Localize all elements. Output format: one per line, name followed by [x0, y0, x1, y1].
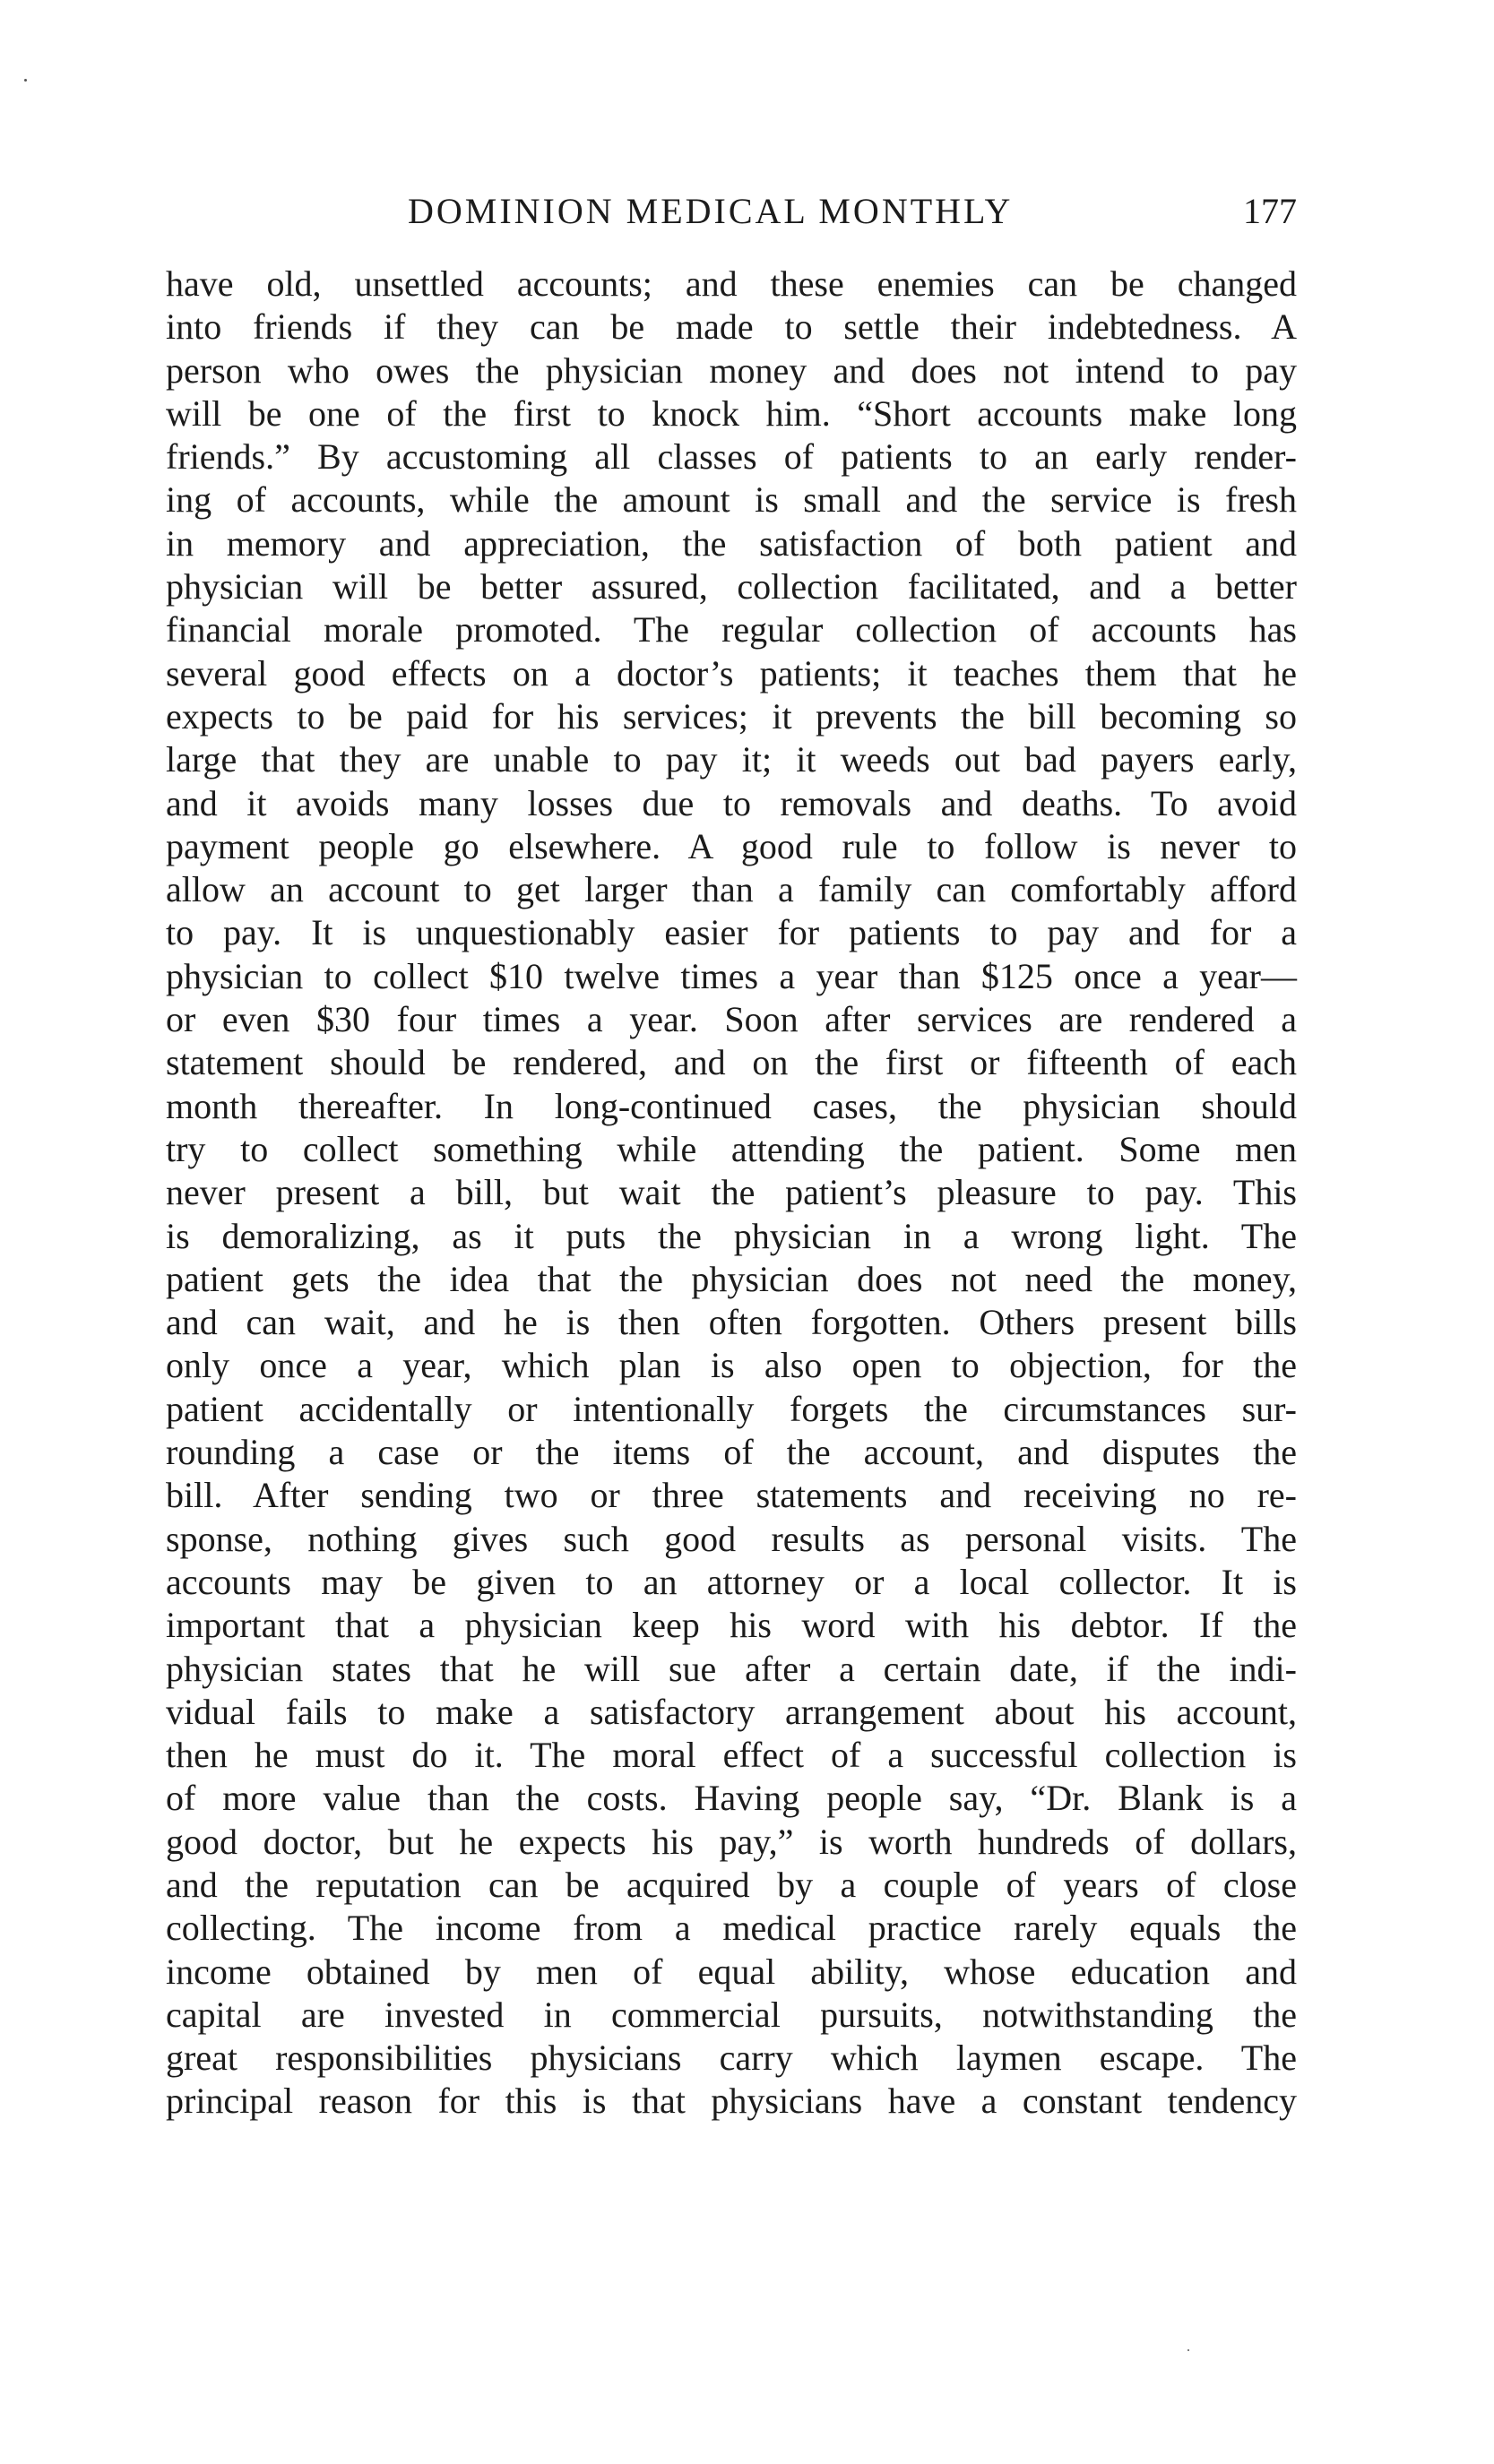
text-line: have old, unsettled accounts; and these enemies can be changed [166, 263, 1297, 304]
text-line: month thereafter. In long-continued cases, the physician should [166, 1085, 1297, 1126]
text-line: great responsibilities physicians carry which laymen escape. The [166, 2038, 1297, 2079]
text-line: physician will be better assured, collection facilitated, and a better [166, 566, 1297, 607]
text-line: financial morale promoted. The regular collection of accounts has [166, 609, 1297, 650]
text-line: physician to collect $10 twelve times a year than $125 once a year— [166, 955, 1297, 996]
page-number: 177 [1243, 191, 1297, 231]
text-line: large that they are unable to pay it; it weeds out bad payers early, [166, 739, 1297, 780]
text-line: and it avoids many losses due to removals and deaths. To avoid [166, 782, 1297, 823]
text-line: and the reputation can be acquired by a couple of years of close [166, 1864, 1297, 1905]
text-line: capital are invested in commercial pursuits, notwithstanding the [166, 1994, 1297, 2035]
text-line: several good effects on a doctor’s patients; it teaches them that he [166, 652, 1297, 694]
text-line: bill. After sending two or three statements and receiving no re- [166, 1475, 1297, 1516]
text-line: to pay. It is unquestionably easier for patients to pay and for a [166, 912, 1297, 953]
text-line: collecting. The income from a medical practice rarely equals the [166, 1908, 1297, 1949]
text-line: principal reason for this is that physicians have a constant tendency [166, 2081, 1297, 2122]
text-line: of more value than the costs. Having people say, “Dr. Blank is a [166, 1778, 1297, 1819]
text-line: sponse, nothing gives such good results as personal visits. The [166, 1518, 1297, 1559]
text-line: and can wait, and he is then often forgotten. Others present bills [166, 1302, 1297, 1343]
journal-title: DOMINION MEDICAL MONTHLY [408, 191, 1014, 231]
text-line: is demoralizing, as it puts the physician in a wrong light. The [166, 1215, 1297, 1256]
text-line: patient gets the idea that the physician does not need the money, [166, 1258, 1297, 1299]
text-line: person who owes the physician money and does not intend to pay [166, 349, 1297, 391]
text-line: then he must do it. The moral effect of a successful collection is [166, 1735, 1297, 1776]
text-line: into friends if they can be made to settle their indebtedness. A [166, 306, 1297, 348]
text-line: try to collect something while attending the patient. Some men [166, 1128, 1297, 1169]
text-line: rounding a case or the items of the account, and disputes the [166, 1432, 1297, 1473]
body-paragraph [166, 263, 1297, 2124]
text-line: income obtained by men of equal ability, whose education and [166, 1951, 1297, 1992]
text-line: payment people go elsewhere. A good rule to follow is never to [166, 825, 1297, 866]
text-line: expects to be paid for his services; it prevents the bill becoming so [166, 695, 1297, 737]
text-line: only once a year, which plan is also open to objection, for the [166, 1345, 1297, 1386]
text-line: statement should be rendered, and on the first or fifteenth of each [166, 1042, 1297, 1083]
text-line: never present a bill, but wait the patient’s pleasure to pay. This [166, 1172, 1297, 1213]
text-line: accounts may be given to an attorney or a local collector. It is [166, 1561, 1297, 1602]
text-line: will be one of the first to knock him. “Short accounts make long [166, 392, 1297, 434]
text-line: physician states that he will sue after a certain date, if the indi- [166, 1648, 1297, 1689]
scan-speck [24, 79, 27, 82]
running-head [166, 186, 1297, 237]
text-line: or even $30 four times a year. Soon after services are rendered a [166, 999, 1297, 1040]
text-line: patient accidentally or intentionally forgets the circumstances sur- [166, 1388, 1297, 1429]
text-line: allow an account to get larger than a family can comfortably afford [166, 869, 1297, 910]
text-line: vidual fails to make a satisfactory arrangement about his account, [166, 1691, 1297, 1732]
text-line: in memory and appreciation, the satisfaction of both patient and [166, 522, 1297, 564]
text-line: friends.” By accustoming all classes of patients to an early render- [166, 436, 1297, 478]
text-line: good doctor, but he expects his pay,” is worth hundreds of dollars, [166, 1821, 1297, 1862]
scan-speck [1187, 2349, 1189, 2351]
text-line: ing of accounts, while the amount is small and the service is fresh [166, 479, 1297, 521]
text-line: important that a physician keep his word with his debtor. If the [166, 1605, 1297, 1646]
